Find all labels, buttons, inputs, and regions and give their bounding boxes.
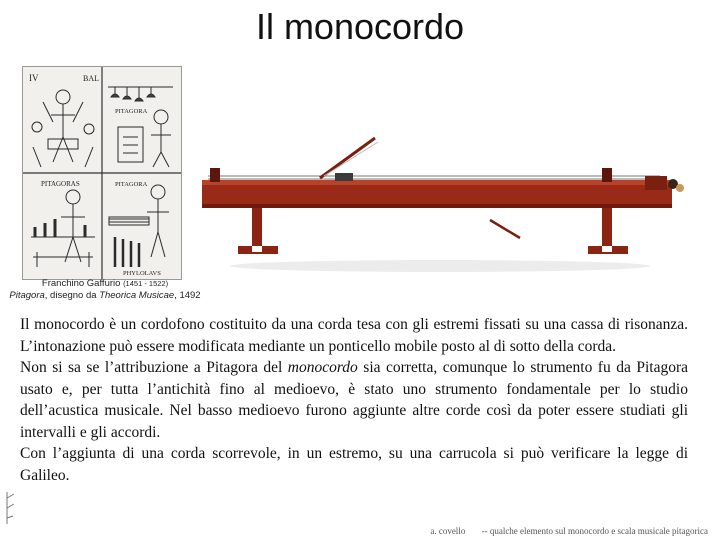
paragraph-history-end: sia corretta, comunque lo strumento fu da Pitagora usato e, per tutta l’antichità fino al medioevo, è stato uno strumento fondamentale per lo studio dell’acustica musicale. Nel basso medioevo furono aggiunte altre corde così da poter essere studiati gli intervalli e gli accordi.	[20, 359, 688, 441]
woodcut-label-phylolaus: PHYLOLAVS	[123, 270, 161, 277]
woodcut-label-bal: BAL	[83, 74, 99, 83]
caption-author-name: Franchino Gaffurio	[41, 278, 121, 289]
caption-author	[0, 278, 210, 289]
footer-subtitle: -- qualche elemento sul monocordo e scala musicale pitagorica	[481, 526, 708, 536]
monochord-drawing	[190, 80, 690, 285]
woodcut-label-iv: IV	[29, 73, 39, 83]
caption-source-text: , disegno da	[44, 290, 97, 301]
paragraph-galileo: Con l’aggiunta di una corda scorrevole, in un estremo, su una carrucola si può verificare la legge di Galileo.	[20, 445, 688, 484]
footer	[430, 526, 708, 536]
footer-author: a. covello	[430, 526, 466, 536]
paragraph-history-start: Non si sa se l’attribuzione a Pitagora del	[20, 359, 288, 376]
paragraph-history-term: monocordo	[287, 359, 358, 376]
monochord-photo	[190, 80, 690, 285]
body-text	[20, 314, 688, 486]
slide-title: Il monocordo	[255, 6, 465, 47]
caption-work-title: Theorica Musicae	[99, 290, 175, 301]
woodcut-label-pitagoras: PITAGORAS	[41, 180, 80, 188]
woodcut-label-pitagora-2: PITAGORA	[115, 181, 148, 188]
woodcut-illustration	[22, 66, 182, 280]
margin-mark-icon	[4, 488, 18, 528]
woodcut-drawing	[23, 67, 181, 279]
caption-subject: Pitagora	[9, 290, 45, 301]
caption-source	[0, 290, 210, 301]
caption-year: , 1492	[174, 290, 201, 301]
paragraph-definition: Il monocordo è un cordofono costituito da una corda tesa con gli estremi fissati su una cassa di risonanza. L’intonazione può essere modificata mediante un ponticello mobile posto al di sotto della corda.	[20, 316, 688, 355]
paragraph-history	[20, 357, 688, 443]
woodcut-label-pitagora-1: PITAGORA	[115, 108, 148, 115]
caption-author-dates: (1451 - 1522)	[123, 279, 169, 288]
